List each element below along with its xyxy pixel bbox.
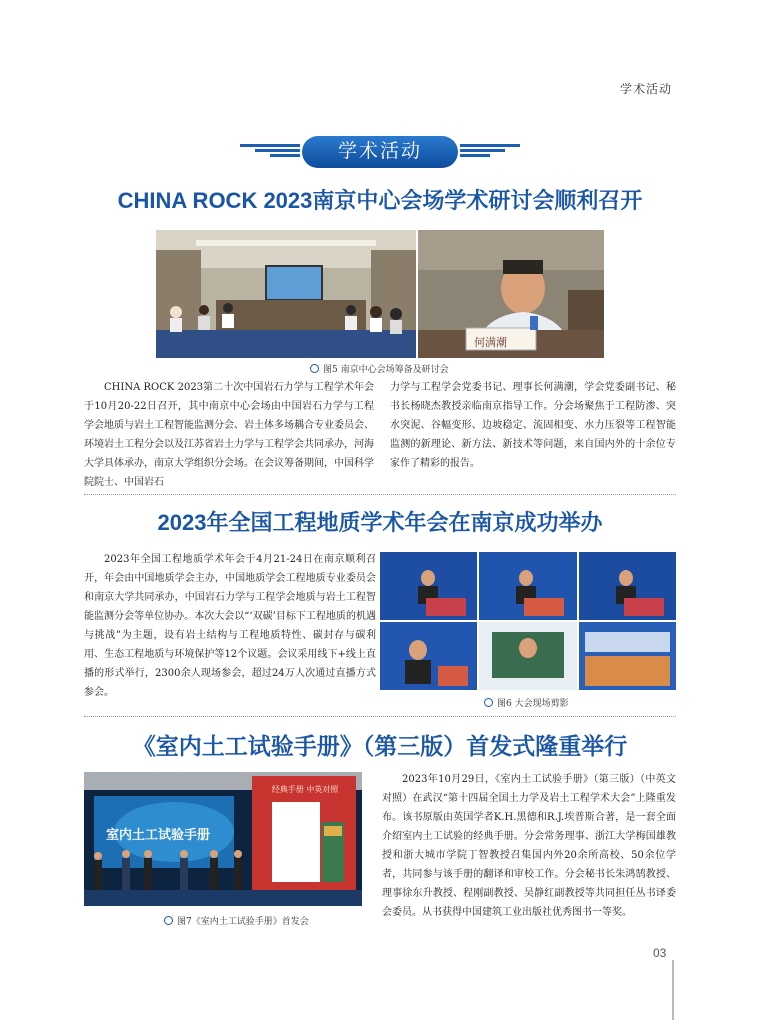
article2-caption: 图6 大会现场剪影 (484, 696, 569, 709)
caption-bullet-icon (164, 916, 173, 925)
divider-2 (84, 716, 676, 717)
caption-bullet-icon (310, 364, 319, 373)
article1-column2: 力学与工程学会党委书记、理事长何满潮，学会党委副书记、秘书长杨晓杰教授亲临南京指导工作。分会场聚焦于工程防渗、突水突泥、谷幅变形、边坡稳定、流固相变、水力压裂等工程智能监测的新理论、新方法、新技术等问题，来自国内外的十余位专家作了精彩的报告。 (390, 382, 676, 469)
divider-1 (84, 494, 676, 495)
banner-label: 学术活动 (302, 136, 458, 168)
screen-text: 室内土工试验手册 (106, 828, 211, 843)
article1-photo-speaker (418, 230, 604, 358)
page-number: 03 (653, 946, 667, 960)
article1-title: CHINA ROCK 2023南京中心会场学术研讨会顺利召开 (117, 188, 643, 213)
nameplate-text: 何满潮 (474, 336, 507, 349)
article3-title: 《室内土工试验手册》（第三版）首发式隆重举行 (132, 734, 628, 760)
caption-bullet-icon (484, 698, 493, 707)
banner-decoration-left (240, 144, 300, 162)
article3-caption: 图7《室内土工试验手册》首发会 (164, 914, 309, 927)
section-label: 学术活动 (619, 82, 672, 96)
article1-photo-meeting-room (156, 230, 416, 358)
article1-caption: 图5 南京中心会场筹备及研讨会 (310, 362, 449, 375)
article2-text: 2023年全国工程地质学术年会于4月21-24日在南京顺利召开，年会由中国地质学会主办，中国地质学会工程地质专业委员会和南京大学共同承办，中国岩石力学与工程学会地质与岩土工程智能监测分会等单位协办。本次大会以“‘双碳’目标下工程地质的机遇与挑战”为主题，设有岩土结构与工程地质特性、碳封存与碳利用、生态工程地质与环境保护等12个议题。会议采用线下+线上直播的形式举行，2300余人现场参会，超过24万人次通过直播方式参会。 (84, 554, 376, 698)
article3-text: 2023年10月29日，《室内土工试验手册》（第三版）（中英文对照）在武汉“第十四届全国土力学及岩土工程学术大会”上隆重发布。该书原版由英国学者K.H.黑德和R.J.埃普斯合著，是一套全面介绍室内土工试验的经典手册。分会常务理事、浙江大学梅国雄教授和浙大城市学院丁智教授召集国内外20余所高校、50余位学者，共同参与该手册的翻译和审校工作。分会秘书长朱鸿鹄教授、理事徐东升教授、程刚副教授、吴静红副教授等共同担任丛书译委会委员。从书获得中国建筑工业出版社优秀图书一等奖。 (382, 774, 676, 918)
article2-title: 2023年全国工程地质学术年会在南京成功举办 (157, 510, 603, 535)
article2-photo-collage (380, 552, 676, 690)
article1-column1: CHINA ROCK 2023第二十次中国岩石力学与工程学术年会于10月20-22日召开，其中南京中心会场由中国岩石力学与工程学会地质与岩土工程智能监测分会、岩土体多场耦合专业委员会、环境岩土工程分会以及江苏省岩土力学与工程学会共同承办，河海大学具体承办，南京大学组织分会场。在会议筹备期间，中国科学院院士、中国岩石 (84, 382, 374, 488)
page-edge-bar (672, 960, 674, 1020)
banner-decoration-right (460, 144, 520, 162)
article3-photo-launch (84, 772, 362, 906)
section-banner (240, 136, 520, 170)
book-promo-text: 经典手册 中英对照 (271, 785, 339, 794)
